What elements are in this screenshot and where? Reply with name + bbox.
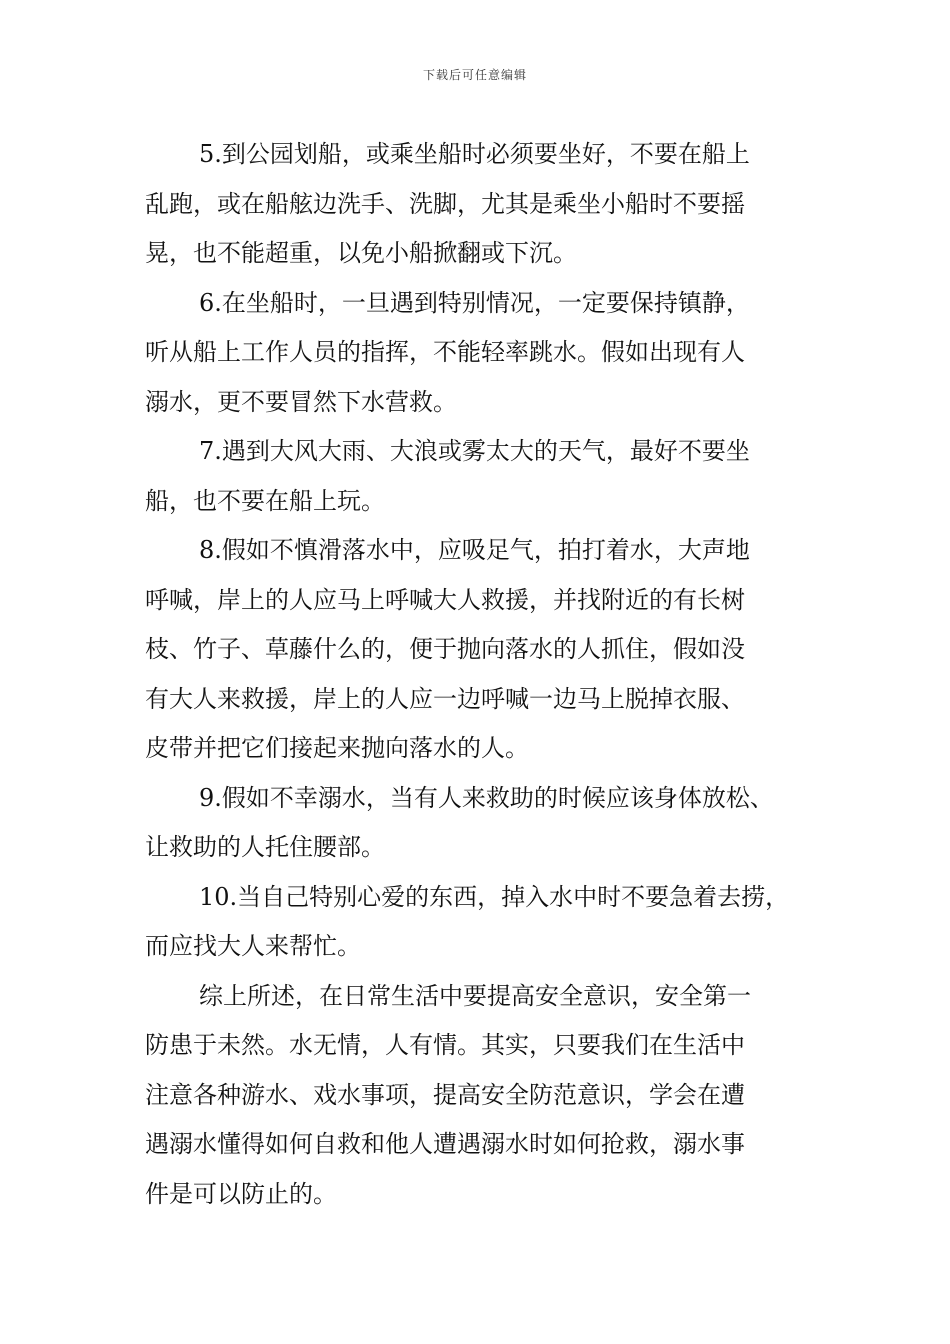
text-line: 听从船上工作人员的指挥，不能轻率跳水。假如出现有人 bbox=[145, 338, 745, 366]
text-line: 晃，也不能超重，以免小船掀翻或下沉。 bbox=[145, 239, 577, 267]
text-line: 枝、竹子、草藤什么的，便于抛向落水的人抓住，假如没 bbox=[145, 635, 745, 663]
text-line: 综上所述，在日常生活中要提高安全意识，安全第一 bbox=[199, 981, 751, 1010]
text-line: 而应找大人来帮忙。 bbox=[145, 932, 361, 960]
text-line: 乱跑，或在船舷边洗手、洗脚，尤其是乘坐小船时不要摇 bbox=[145, 189, 745, 218]
text-line: 8.假如不慎滑落水中，应吸足气，拍打着水，大声地 bbox=[199, 536, 750, 564]
text-line: 溺水，更不要冒然下水营救。 bbox=[145, 387, 457, 416]
text-line: 有大人来救援，岸上的人应一边呼喊一边马上脱掉衣服、 bbox=[145, 684, 745, 713]
text-line: 船，也不要在船上玩。 bbox=[145, 486, 385, 515]
text-line: 6.在坐船时，一旦遇到特别情况，一定要保持镇静， bbox=[199, 288, 750, 317]
document-body bbox=[145, 130, 810, 1219]
text-line: 遇溺水懂得如何自救和他人遭遇溺水时如何抢救，溺水事 bbox=[145, 1130, 745, 1158]
text-line: 10.当自己特别心爱的东西，掉入水中时不要急着去捞， bbox=[199, 882, 790, 911]
text-line: 皮带并把它们接起来抛向落水的人。 bbox=[145, 734, 529, 762]
text-line: 7.遇到大风大雨、大浪或雾太大的天气，最好不要坐 bbox=[199, 437, 750, 465]
text-line: 注意各种游水、戏水事项，提高安全防范意识，学会在遭 bbox=[145, 1080, 745, 1109]
page-header: 下载后可任意编辑 bbox=[422, 68, 527, 82]
text-line: 呼喊，岸上的人应马上呼喊大人救援，并找附近的有长树 bbox=[145, 585, 745, 614]
text-line: 5.到公园划船，或乘坐船时必须要坐好，不要在船上 bbox=[199, 140, 750, 168]
text-line: 让救助的人托住腰部。 bbox=[145, 833, 385, 861]
text-line: 件是可以防止的。 bbox=[145, 1179, 337, 1208]
text-line: 9.假如不幸溺水，当有人来救助的时候应该身体放松、 bbox=[199, 783, 774, 812]
text-line: 防患于未然。水无情，人有情。其实，只要我们在生活中 bbox=[145, 1031, 745, 1059]
